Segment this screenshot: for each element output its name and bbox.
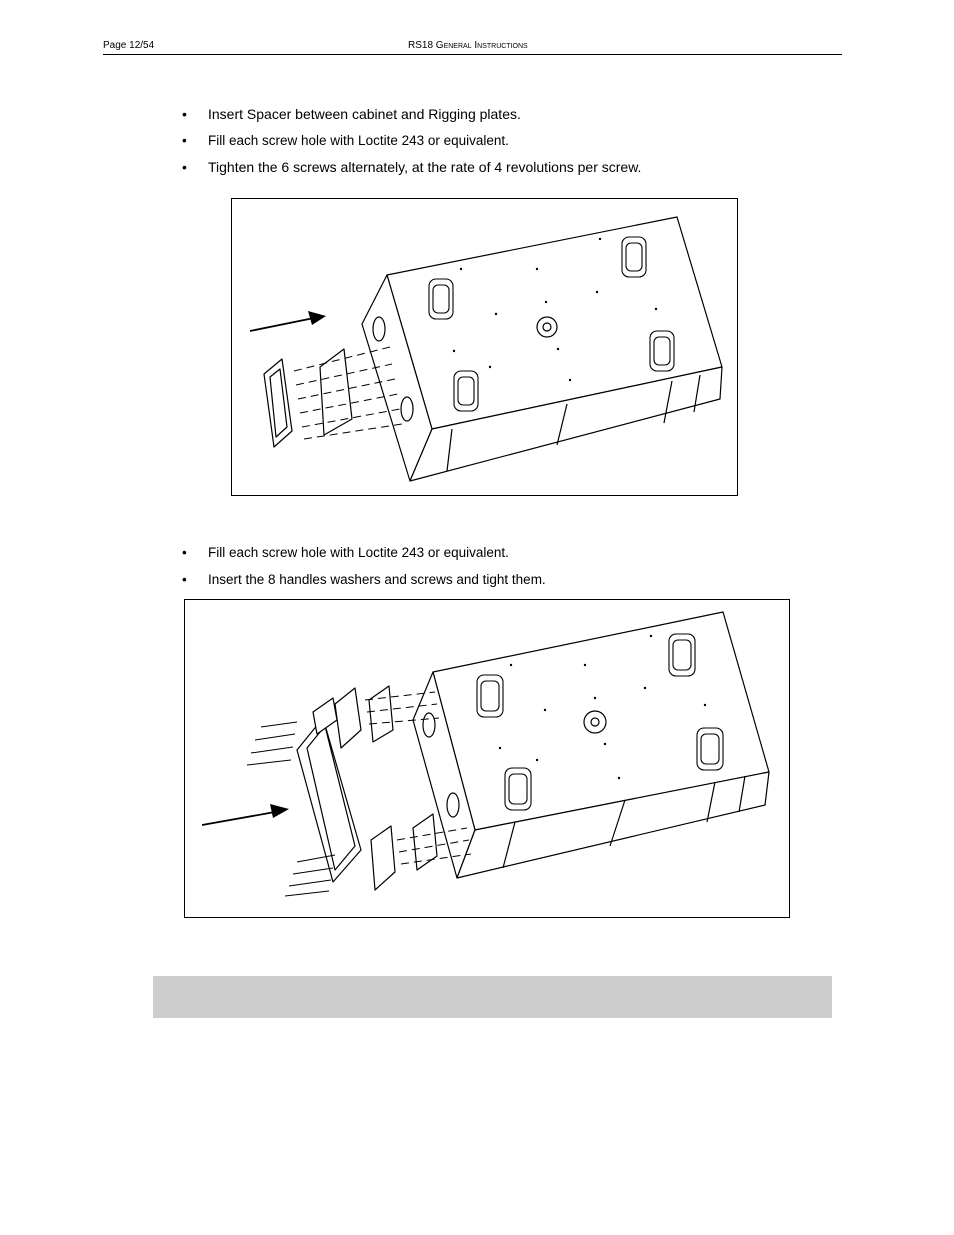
figure-spacer-assembly <box>231 198 738 496</box>
list-item: • Fill each screw hole with Loctite 243 or equivalent. <box>182 131 641 158</box>
list-item: • Fill each screw hole with Loctite 243 or equivalent. <box>182 543 546 570</box>
list-item: • Tighten the 6 screws alternately, at the rate of 4 revolutions per screw. <box>182 157 641 184</box>
page-header <box>103 40 842 55</box>
instruction-list-2 <box>182 543 546 596</box>
page-number: Page 12/54 <box>103 40 155 51</box>
list-item: • Insert Spacer between cabinet and Rigging plates. <box>182 104 641 131</box>
spacer-assembly-drawing <box>232 199 737 495</box>
handle-assembly-drawing <box>185 600 789 917</box>
document-title: RS18 General Instructions <box>408 40 528 51</box>
instruction-list-1 <box>182 104 641 184</box>
list-item: • Insert the 8 handles washers and screws and tight them. <box>182 570 546 597</box>
section-heading-bar <box>153 976 832 1018</box>
figure-handle-assembly <box>184 599 790 918</box>
